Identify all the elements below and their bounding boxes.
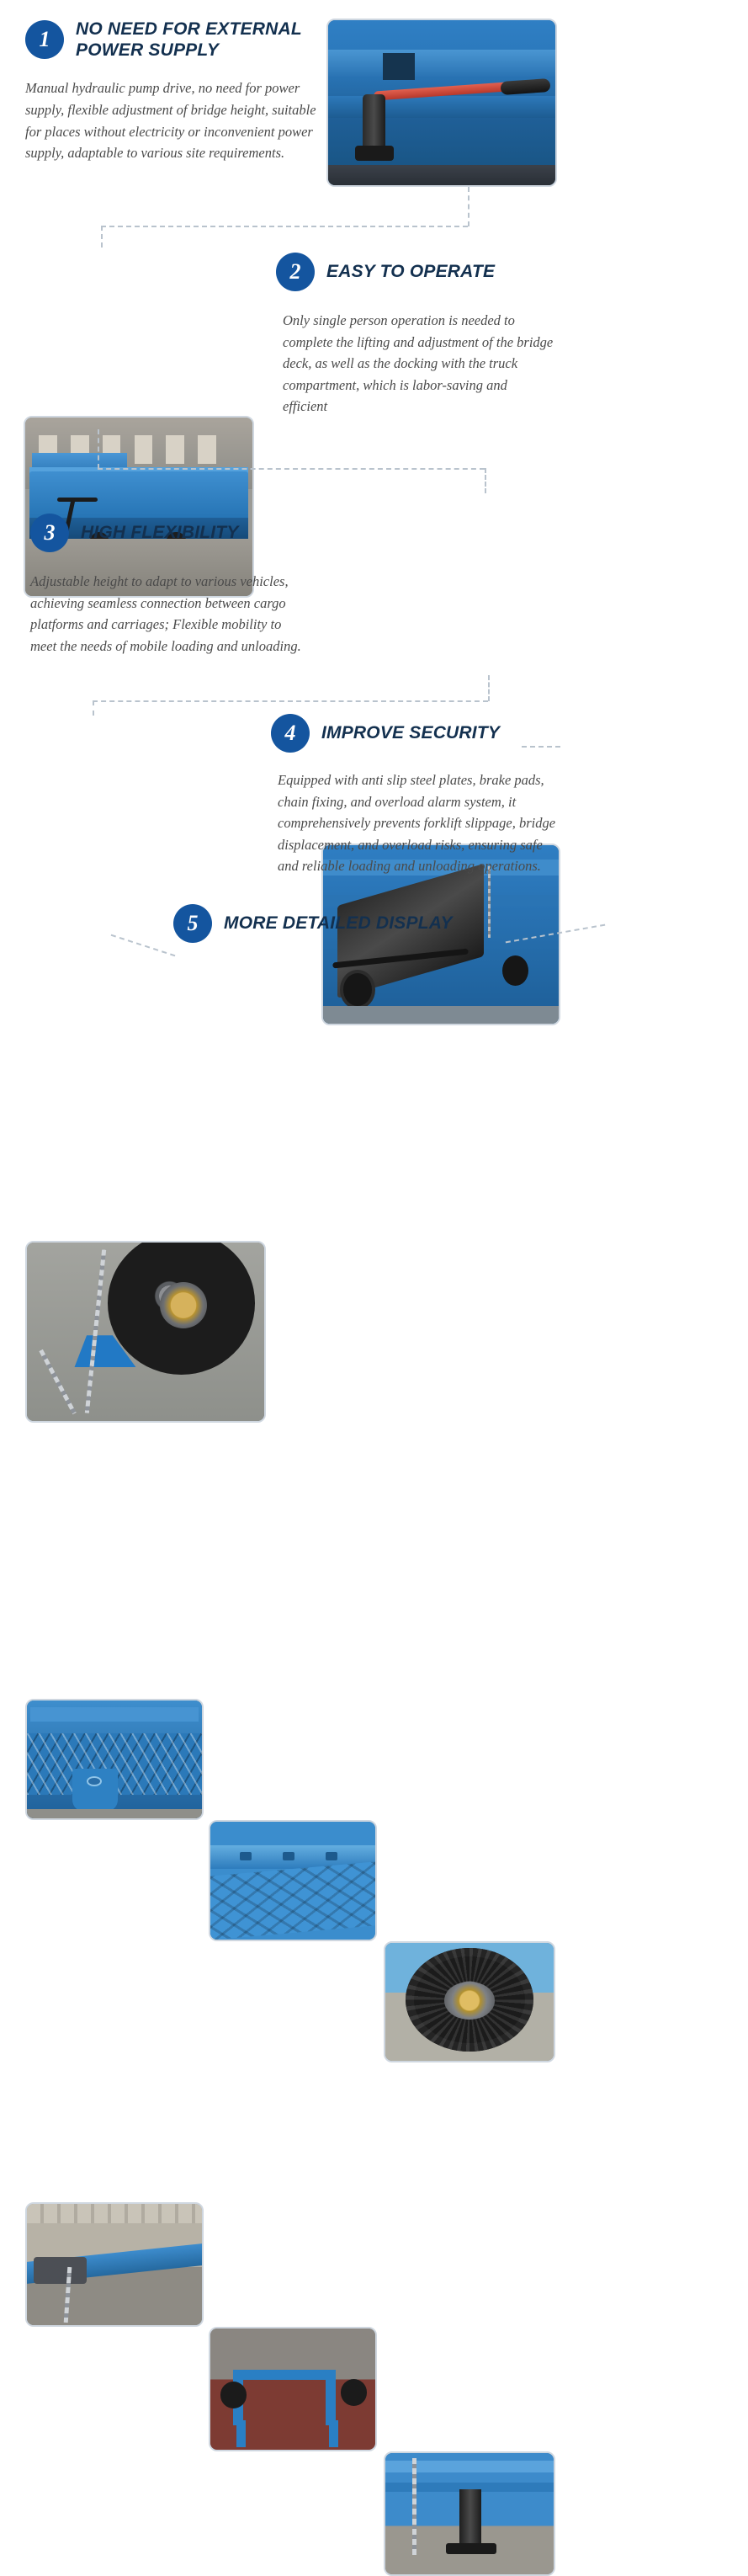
connector-1-2-riser (468, 187, 469, 226)
gallery-item-6 (384, 2451, 555, 2576)
connector-1-2 (101, 226, 468, 227)
connector-3-4 (93, 700, 488, 702)
section-3-body: Adjustable height to adapt to various vehicles, achieving seamless connection between cargo platforms and carriages; Flexible mobility to meet the needs of mobile loading and unloading. (30, 573, 301, 654)
gallery-item-5 (209, 2327, 377, 2451)
section-5-number: 5 (173, 904, 212, 943)
gallery-item-2 (209, 1820, 377, 1941)
section-3-number: 3 (30, 514, 69, 552)
section-1-body: Manual hydraulic pump drive, no need for power supply, flexible adjustment of bridge height, suitable for places without electricity or inconvenient power supply, adaptable to various site requirements. (25, 80, 316, 162)
section-1-header (25, 19, 320, 61)
connector-1-2-drop (101, 226, 103, 247)
section-3-title: HIGH FLEXIBILITY (81, 523, 239, 543)
gallery-item-3 (384, 1941, 555, 2062)
section-3-header (30, 514, 308, 552)
section-4-image (25, 1241, 266, 1423)
section-5-rule-left (111, 934, 176, 957)
section-4-header (271, 714, 560, 753)
section-5 (173, 904, 527, 943)
connector-2-3-riser (98, 429, 99, 469)
section-3 (30, 514, 308, 657)
section-2 (276, 253, 554, 418)
section-1-title: NO NEED FOR EXTERNAL POWER SUPPLY (76, 19, 302, 61)
gallery-item-4 (25, 2202, 204, 2327)
section-5-header (173, 904, 527, 943)
section-2-header (276, 253, 554, 291)
section-2-title: EASY TO OPERATE (326, 262, 496, 282)
gallery-item-1 (25, 1699, 204, 1820)
connector-3-4-riser (488, 675, 490, 701)
section-4-title: IMPROVE SECURITY (321, 723, 501, 743)
section-4-body: Equipped with anti slip steel plates, brake pads, chain fixing, and overload alarm system, it comprehensively prevents forklift slippage, bridge displacement, and overload risks, ensuring safe and reliable loading and unloading operations. (278, 772, 556, 875)
section-2-body: Only single person operation is needed to complete the lifting and adjustment of the bridge deck, as well as the docking with the truck compartment, which is labor-saving and efficient (283, 312, 554, 415)
section-1 (25, 19, 320, 164)
section-4-number: 4 (271, 714, 310, 753)
section-5-title: MORE DETAILED DISPLAY (224, 913, 453, 934)
connector-3-4-drop (93, 700, 94, 716)
section-4 (271, 714, 560, 877)
section-4-title-rule (522, 746, 560, 748)
section-1-image (326, 19, 557, 187)
section-1-number: 1 (25, 20, 64, 59)
connector-2-3-drop (485, 468, 486, 493)
connector-2-3 (98, 468, 485, 470)
section-2-number: 2 (276, 253, 315, 291)
